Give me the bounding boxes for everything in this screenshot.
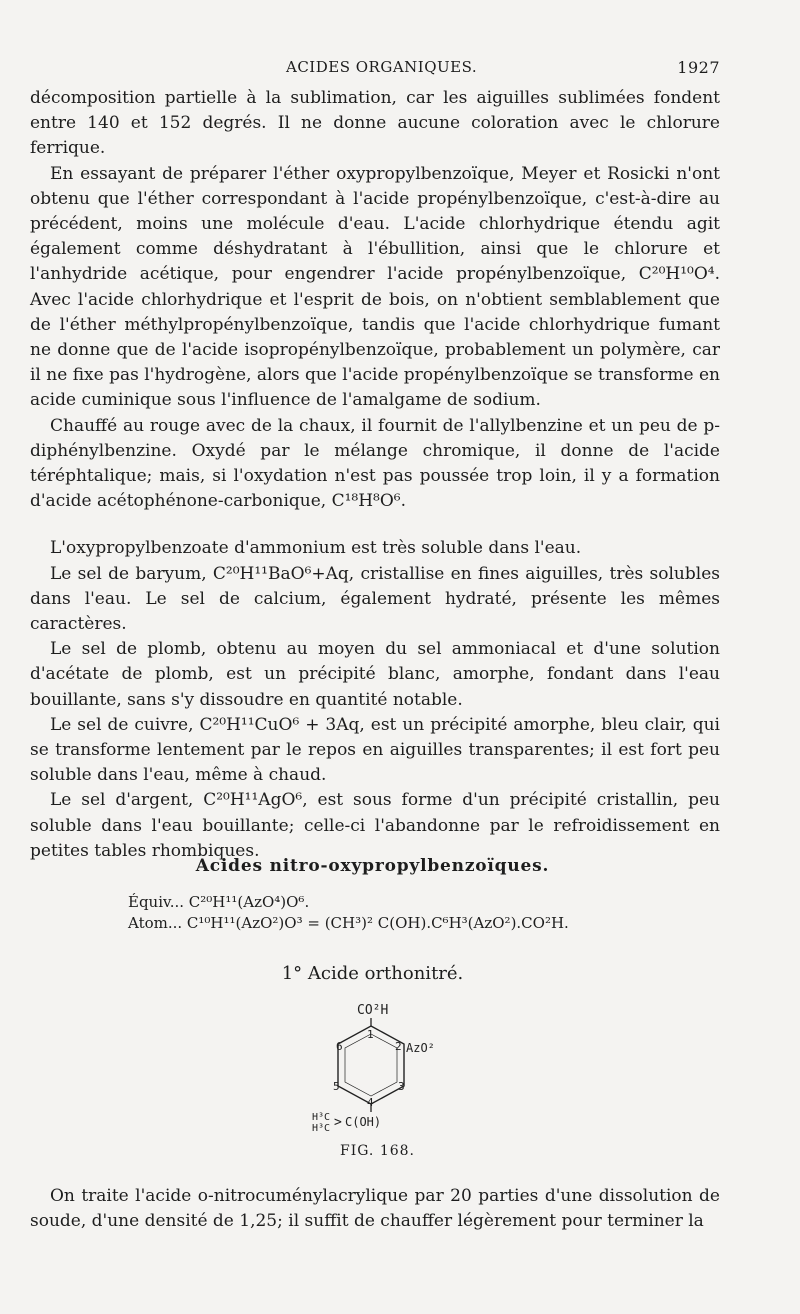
ring-number: 4 [367, 1096, 374, 1109]
methyl-label-bottom: H³C [312, 1123, 331, 1134]
chemical-structure-figure [300, 1000, 460, 1160]
formula-atom: Atom... C¹⁰H¹¹(AzO²)O³ = (CH³)² C(OH).C⁶H³(AzO²).CO²H. [128, 914, 569, 932]
paragraph: En essayant de préparer l'éther oxypropylbenzoïque, Meyer et Rosicki n'ont obtenu que l'éther correspondant à l'acide propénylbenzoïque, c'est-à-dire au précédent, moins une molécule d'eau. L'acide chlorhydrique étendu agit également comme déshydratant à l'ébullition, ainsi que le chlorure et l'anhydride acétique, pour engendrer l'acide propénylbenzoïque, C²⁰H¹⁰O⁴. Avec l'acide chlorhydrique et l'esprit de bois, on n'obtient semblablement que de l'éther méthylpropénylbenzoïque, tandis que l'acide chlorhydrique fumant ne donne que de l'acide isopropénylbenzoïque, probablement un polymère, car il ne fixe pas l'hydrogène, alors que l'acide propénylbenzoïque se transforme en acide cuminique sous l'influence de l'amalgame de sodium. [30, 163, 720, 411]
paragraph: décomposition partielle à la sublimation, car les aiguilles sublimées fondent entre 140 et 152 degrés. Il ne donne aucune coloration avec le chlorure ferrique. [30, 88, 720, 159]
ring-number: 5 [333, 1080, 340, 1093]
carboxyl-label: CO²H [357, 1003, 389, 1018]
figure-caption: FIG. 168. [340, 1143, 416, 1159]
section-title: Acides nitro-oxypropylbenzoïques. [195, 856, 550, 876]
nitro-label: AzO² [406, 1041, 435, 1055]
paragraph: On traite l'acide o-nitrocuménylacrylique par 20 parties d'une dissolution de soude, d'une densité de 1,25; il suffit de chauffer légèrement pour terminer la [30, 1186, 720, 1231]
formula-equiv: Équiv... C²⁰H¹¹(AzO⁴)O⁶. [128, 893, 310, 911]
hydroxyl-label: C(OH) [345, 1115, 382, 1129]
svg-text:>: > [334, 1115, 342, 1130]
subheading: 1° Acide orthonitré. [281, 963, 464, 984]
paragraph: Chauffé au rouge avec de la chaux, il fournit de l'allylbenzine et un peu de p-diphénylbenzine. Oxydé par le mélange chromique, il donne de l'acide téréphtalique; mais, si l'oxydation n'est pas poussée trop loin, il y a formation d'acide acétophénone-carbonique, C¹⁸H⁸O⁶. [30, 415, 720, 512]
benzene-ring-diagram [300, 1000, 460, 1160]
header-title: ACIDES ORGANIQUES. [286, 58, 478, 76]
final-text [30, 1184, 720, 1234]
running-header [30, 58, 720, 80]
methyl-label-top: H³C [312, 1112, 331, 1123]
paragraph: Le sel d'argent, C²⁰H¹¹AgO⁶, est sous forme d'un précipité cristallin, peu soluble dans l'eau bouillante; celle-ci l'abandonne par le refroidissement en petites tables rhombiques. [30, 790, 720, 861]
paragraph: Le sel de plomb, obtenu au moyen du sel ammoniacal et d'une solution d'acétate de plomb, est un précipité blanc, amorphe, fondant dans l'eau bouillante, sans s'y dissoudre en quantité notable. [30, 639, 720, 710]
ring-number: 2 [395, 1040, 402, 1053]
paragraph: Le sel de cuivre, C²⁰H¹¹CuO⁶ + 3Aq, est un précipité amorphe, bleu clair, qui se transforme lentement par le repos en aiguilles transparentes; il est fort peu soluble dans l'eau, même à chaud. [30, 714, 720, 786]
ring-number: 1 [367, 1028, 374, 1041]
page-number: 1927 [677, 58, 720, 77]
ring-number: 3 [398, 1080, 405, 1093]
ring-number: 6 [336, 1040, 343, 1053]
paragraph: L'oxypropylbenzoate d'ammonium est très soluble dans l'eau. [50, 538, 582, 559]
paragraph: Le sel de baryum, C²⁰H¹¹BaO⁶+Aq, cristallise en fines aiguilles, très solubles dans l'eau. Le sel de calcium, également hydraté, présente les mêmes caractères. [30, 563, 720, 635]
main-text [30, 86, 720, 864]
